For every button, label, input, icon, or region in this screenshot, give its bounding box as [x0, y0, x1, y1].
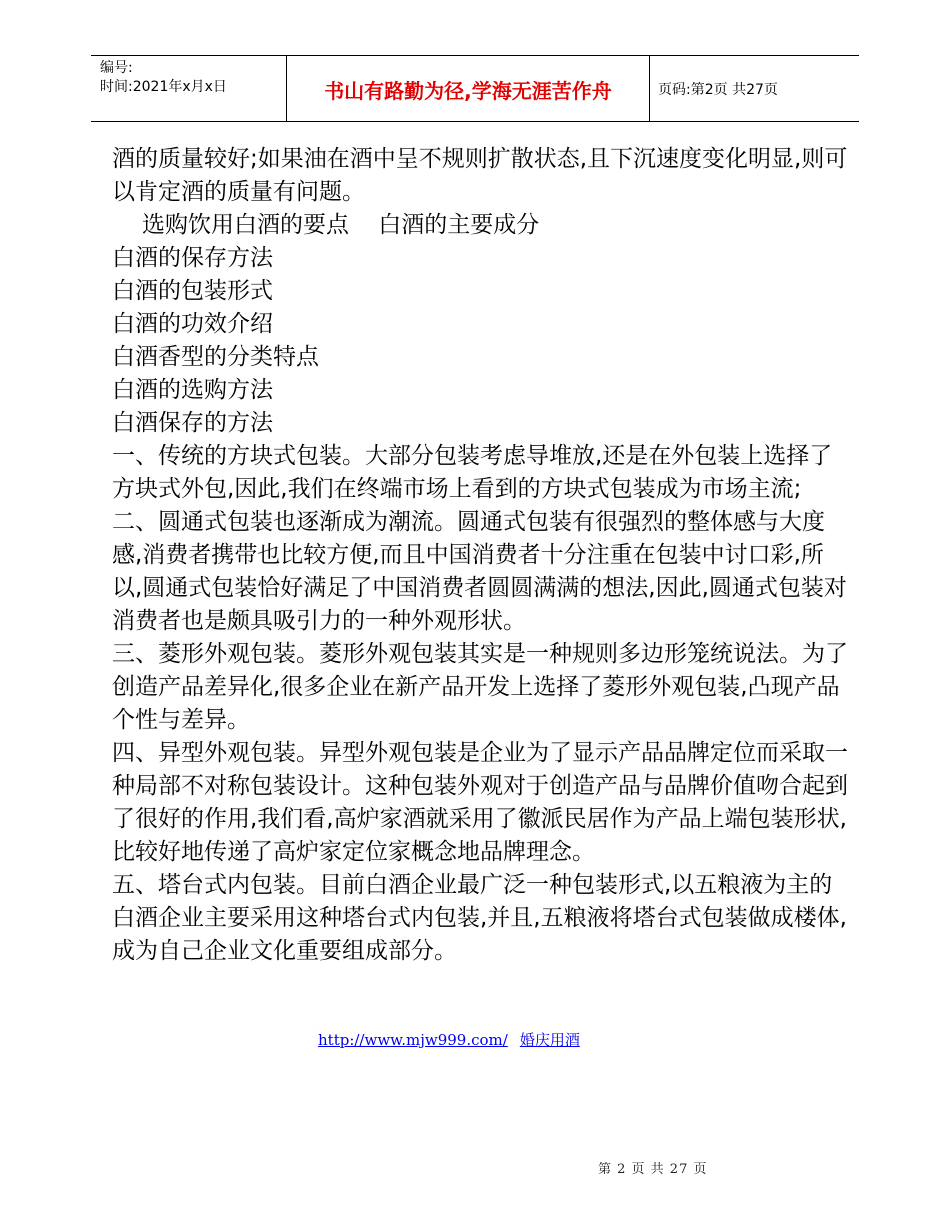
- header-page-info: 页码:第2页 共27页: [658, 82, 778, 98]
- paragraph: 三、菱形外观包装。菱形外观包装其实是一种规则多边形笼统说法。为了创造产品差异化,很多企业在新产品开发上选择了菱形外观包装,凸现产品个性与差异。: [112, 641, 848, 733]
- header-meta: [100, 59, 286, 97]
- paragraph: 白酒的选购方法: [112, 377, 273, 403]
- paragraph: 白酒的保存方法: [112, 245, 273, 271]
- page-header: [91, 55, 859, 122]
- site-url-link[interactable]: http://www.mjw999.com/: [318, 1031, 508, 1049]
- paragraph: 酒的质量较好;如果油在酒中呈不规则扩散状态,且下沉速度变化明显,则可以肯定酒的质量有问题。: [112, 146, 848, 205]
- paragraph: 五、塔台式内包装。目前白酒企业最广泛一种包装形式,以五粮液为主的白酒企业主要采用这种塔台式内包装,并且,五粮液将塔台式包装做成楼体,成为自己企业文化重要组成部分。: [112, 872, 847, 964]
- paragraph: 白酒香型的分类特点: [112, 344, 319, 370]
- header-divider-right: [649, 56, 650, 122]
- paragraph: 白酒的包装形式: [112, 278, 273, 304]
- serial-label: 编号:: [100, 60, 133, 76]
- paragraph: 白酒保存的方法: [112, 410, 273, 436]
- paragraph: 白酒的功效介绍: [112, 311, 273, 337]
- link-row: [318, 1030, 580, 1050]
- paragraph: 选购饮用白酒的要点 白酒的主要成分: [142, 212, 540, 238]
- document-body: [112, 143, 852, 968]
- paragraph: 一、传统的方块式包装。大部分包装考虑导堆放,还是在外包装上选择了方块式外包,因此,我们在终端市场上看到的方块式包装成为市场主流;: [112, 443, 833, 502]
- page-footer: 第 2 页 共 27 页: [598, 1162, 708, 1177]
- time-line: 时间:2021年x月x日: [100, 79, 227, 95]
- header-motto: 书山有路勤为径,学海无涯苦作舟: [324, 78, 612, 103]
- wedding-wine-link[interactable]: 婚庆用酒: [519, 1031, 580, 1049]
- paragraph: 四、异型外观包装。异型外观包装是企业为了显示产品品牌定位而采取一种局部不对称包装设计。这种包装外观对于创造产品与品牌价值吻合起到了很好的作用,我们看,高炉家酒就采用了徽派民居作为产品上端包装形状,比较好地传递了高炉家定位家概念地品牌理念。: [112, 740, 848, 865]
- paragraph: 二、圆通式包装也逐渐成为潮流。圆通式包装有很强烈的整体感与大度感,消费者携带也比较方便,而且中国消费者十分注重在包装中讨口彩,所以,圆通式包装恰好满足了中国消费者圆圆满满的想法,因此,圆通式包装对消费者也是颇具吸引力的一种外观形状。: [112, 509, 847, 634]
